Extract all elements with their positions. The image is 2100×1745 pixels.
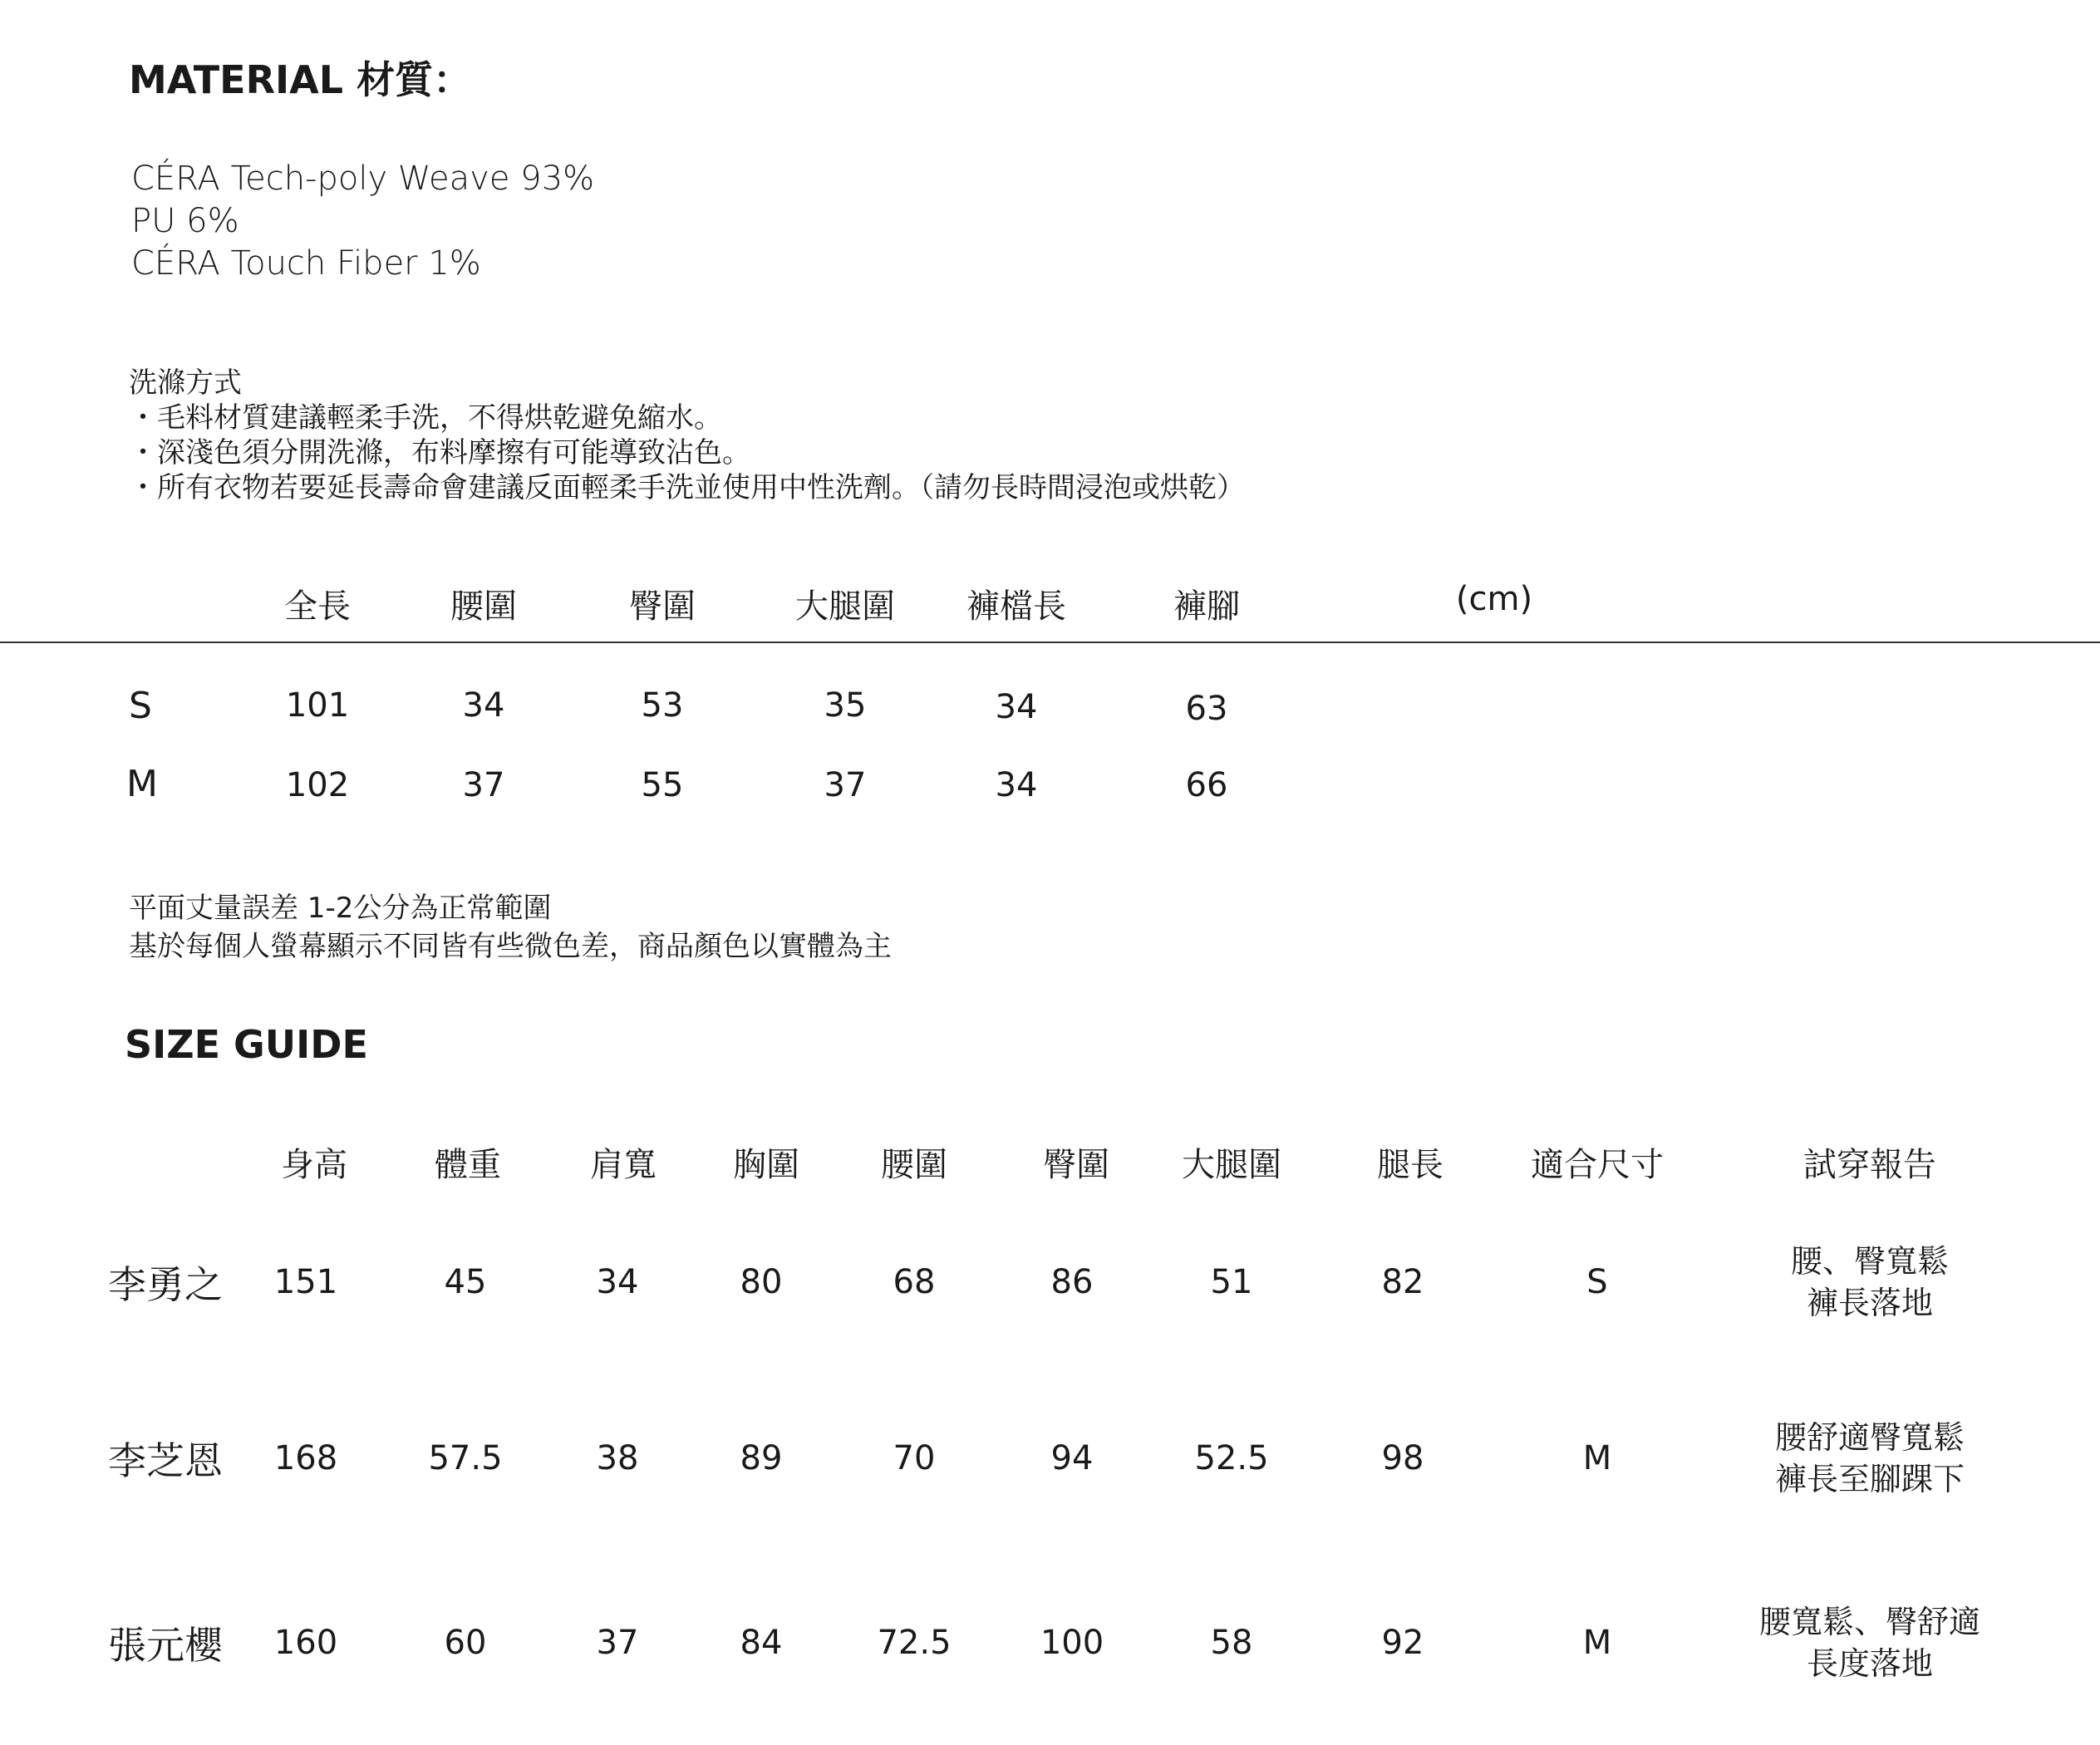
model-name: 張元櫻 xyxy=(108,1623,223,1668)
fit-report-line: 腰、臀寬鬆 xyxy=(1790,1243,1950,1280)
guide-cell: S xyxy=(1586,1263,1608,1301)
fit-report-line: 腰寬鬆、臀舒適 xyxy=(1758,1604,1981,1640)
guide-cell: 57.5 xyxy=(428,1439,503,1477)
guide-cell: 68 xyxy=(893,1263,936,1301)
guide-cell: 151 xyxy=(273,1263,338,1301)
guide-header: 腿長 xyxy=(1377,1146,1443,1184)
guide-cell: 82 xyxy=(1381,1263,1424,1301)
size-table-cell: 37 xyxy=(462,766,505,804)
guide-cell: 89 xyxy=(740,1439,783,1477)
care-line: ・毛料材質建議輕柔手洗，不得烘乾避免縮水。 xyxy=(129,401,722,435)
note-line: 平面丈量誤差 1-2公分為正常範圍 xyxy=(129,892,552,925)
fit-report-line: 長度落地 xyxy=(1806,1645,1934,1682)
table-divider xyxy=(0,641,2100,643)
guide-header: 大腿圍 xyxy=(1182,1146,1281,1184)
size-table-cell: 34 xyxy=(462,686,505,725)
size-table-cell: 34 xyxy=(995,766,1038,804)
guide-cell: 80 xyxy=(740,1263,783,1301)
size-table-cell: 35 xyxy=(824,686,867,725)
guide-cell: 52.5 xyxy=(1194,1439,1269,1477)
guide-cell: 92 xyxy=(1381,1624,1424,1662)
guide-cell: 100 xyxy=(1040,1624,1104,1662)
size-table-header: 全長 xyxy=(284,587,351,626)
size-table-cell: 102 xyxy=(285,766,350,804)
size-table-cell: 37 xyxy=(824,766,867,804)
guide-header: 胸圍 xyxy=(733,1146,799,1184)
guide-header: 試穿報告 xyxy=(1803,1146,1936,1184)
size-table-cell: 66 xyxy=(1185,766,1228,804)
care-line: ・深淺色須分開洗滌，布料摩擦有可能導致沾色。 xyxy=(129,436,750,469)
size-table-cell: 55 xyxy=(641,766,684,804)
guide-cell: 60 xyxy=(444,1624,487,1662)
model-name: 李芝恩 xyxy=(108,1438,223,1483)
fit-report xyxy=(1759,1601,1980,1684)
size-table-cell: 53 xyxy=(641,686,684,725)
model-name: 李勇之 xyxy=(108,1262,223,1307)
guide-header: 適合尺寸 xyxy=(1531,1146,1664,1184)
size-table-header: 褲檔長 xyxy=(966,587,1066,626)
guide-cell: M xyxy=(1582,1439,1612,1477)
fit-report xyxy=(1775,1417,1965,1500)
guide-cell: 34 xyxy=(596,1263,639,1301)
guide-cell: 94 xyxy=(1050,1439,1094,1477)
guide-cell: 84 xyxy=(740,1624,783,1662)
care-line: ・所有衣物若要延長壽命會建議反面輕柔手洗並使用中性洗劑。（請勿長時間浸泡或烘乾） xyxy=(129,471,1245,504)
fit-report-line: 褲長至腳踝下 xyxy=(1774,1461,1965,1497)
guide-cell: 37 xyxy=(596,1624,639,1662)
guide-cell: 58 xyxy=(1210,1624,1253,1662)
size-table-header: 臀圍 xyxy=(629,587,696,626)
size-table-header: 大腿圍 xyxy=(795,587,895,626)
size-table-unit: (cm) xyxy=(1455,580,1533,618)
material-line: CÉRA Touch Fiber 1% xyxy=(131,244,481,283)
size-table-header: 褲腳 xyxy=(1173,587,1240,626)
guide-cell: 51 xyxy=(1210,1263,1253,1301)
guide-cell: 98 xyxy=(1381,1439,1424,1477)
guide-header: 肩寬 xyxy=(590,1146,657,1184)
guide-cell: 72.5 xyxy=(877,1624,952,1662)
fit-report-line: 腰舒適臀寬鬆 xyxy=(1774,1419,1965,1456)
guide-header: 臀圍 xyxy=(1043,1146,1109,1184)
fit-report-line: 褲長落地 xyxy=(1806,1285,1934,1321)
guide-header: 身高 xyxy=(281,1146,347,1184)
guide-header: 腰圍 xyxy=(881,1146,947,1184)
guide-cell: M xyxy=(1582,1624,1612,1662)
fit-report xyxy=(1791,1241,1949,1324)
size-label-s: S xyxy=(129,685,152,727)
guide-header: 體重 xyxy=(435,1146,501,1184)
material-line: PU 6% xyxy=(131,202,239,240)
material-title: MATERIAL 材質： xyxy=(129,57,472,102)
note-line: 基於每個人螢幕顯示不同皆有些微色差，商品顏色以實體為主 xyxy=(129,930,892,963)
size-table-cell: 63 xyxy=(1185,690,1228,728)
guide-cell: 45 xyxy=(444,1263,487,1301)
material-line: CÉRA Tech-poly Weave 93% xyxy=(131,160,595,198)
size-table-cell: 34 xyxy=(995,688,1038,726)
guide-cell: 160 xyxy=(273,1624,338,1662)
size-label-m: M xyxy=(126,763,158,805)
size-table-header: 腰圍 xyxy=(450,587,517,626)
size-guide-title: SIZE GUIDE xyxy=(125,1022,368,1067)
size-table-cell: 101 xyxy=(285,686,350,725)
guide-cell: 70 xyxy=(893,1439,936,1477)
guide-cell: 168 xyxy=(273,1439,338,1477)
care-title: 洗滌方式 xyxy=(129,366,242,400)
guide-cell: 38 xyxy=(596,1439,639,1477)
guide-cell: 86 xyxy=(1050,1263,1094,1301)
